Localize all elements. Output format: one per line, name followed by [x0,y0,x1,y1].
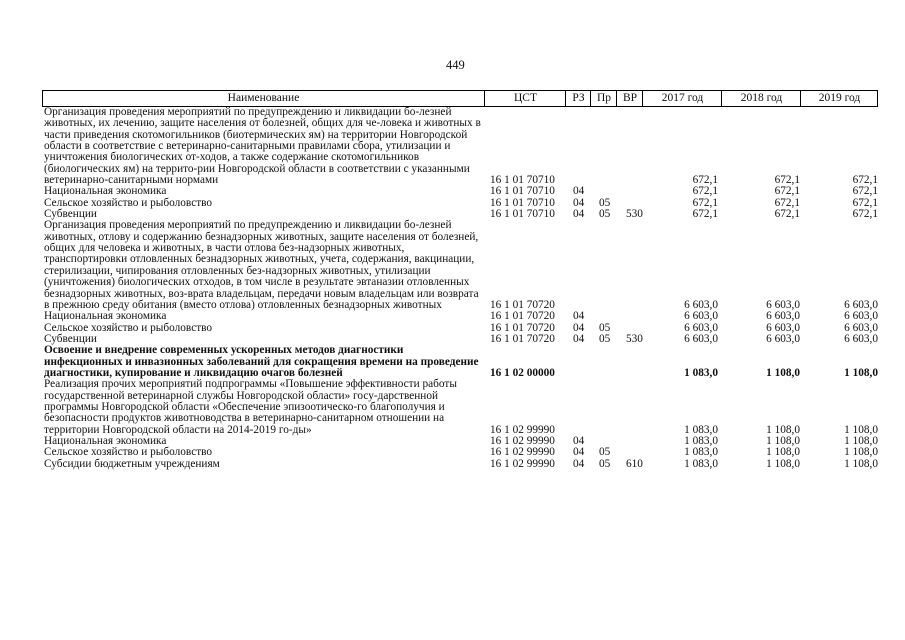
table-row [44,220,880,311]
header-rz: РЗ [565,91,591,106]
table-row [44,345,880,379]
row-2018: 6 603,0 [766,310,800,323]
row-cst: 16 1 02 99990 [490,457,555,470]
row-2017: 672,1 [692,185,718,198]
row-name: Сельское хозяйство и рыболовство [44,446,213,459]
row-name: Национальная экономика [44,434,167,447]
row-2019: 1 108,0 [844,423,878,436]
row-2019: 1 108,0 [844,366,878,379]
row-vr: 530 [626,332,643,345]
row-name: Субсидии бюджетным учреждениям [44,457,220,470]
row-2018: 1 108,0 [766,446,800,459]
row-2018: 672,1 [774,185,800,198]
table-row [44,379,880,436]
row-2019: 6 603,0 [844,332,878,345]
row-rz: 04 [573,434,585,447]
row-2017: 6 603,0 [684,310,718,323]
table-row [44,107,880,186]
row-2019: 6 603,0 [844,310,878,323]
row-2017: 672,1 [692,174,718,187]
row-2019: 672,1 [852,185,878,198]
row-rz: 04 [573,446,585,459]
table-row [44,323,880,334]
row-2019: 1 108,0 [844,457,878,470]
row-pr: 05 [599,196,611,209]
row-2018: 6 603,0 [766,332,800,345]
row-vr: 530 [626,208,643,221]
row-2018: 1 108,0 [766,423,800,436]
row-2018: 1 108,0 [766,366,800,379]
row-2019: 6 603,0 [844,321,878,334]
row-name: Сельское хозяйство и рыболовство [44,196,213,209]
table-row [44,447,880,458]
row-cst: 16 1 01 70710 [490,174,555,187]
row-rz: 04 [573,185,585,198]
table-body [44,107,880,470]
row-2018: 6 603,0 [766,321,800,334]
row-pr: 05 [599,321,611,334]
row-name: Реализация прочих мероприятий подпрограммы «Повышение эффективности работы государственной ветеринарной службы Новгородской области» госу-дарственной программы Новгородской области «Обеспечение эпизоотическо-го благополучия и безопасности продуктов животноводства в ветеринарно-санитарном отношении на территории Новгородской области на 2014-2019 го-ды» [44,378,457,436]
header-pr: Пр [590,91,617,106]
header-vr: ВР [616,91,643,106]
row-rz: 04 [573,332,585,345]
row-2017: 1 083,0 [684,434,718,447]
table-row [44,311,880,322]
header-2018: 2018 год [721,91,801,106]
row-rz: 04 [573,310,585,323]
row-pr: 05 [599,446,611,459]
table-row [44,198,880,209]
row-cst: 16 1 02 99990 [490,434,555,447]
row-2017: 672,1 [692,196,718,209]
row-cst: 16 1 01 70710 [490,196,555,209]
header-cst: ЦСТ [484,91,566,106]
row-vr: 610 [626,457,643,470]
row-2017: 1 083,0 [684,423,718,436]
row-name: Субвенции [44,332,97,345]
row-2018: 672,1 [774,174,800,187]
row-name: Национальная экономика [44,310,167,323]
row-name: Организация проведения мероприятий по предупреждению и ликвидации бо-лезней животных, отлову и содержанию безнадзорных животных, защите населения от болезней, общих для человека и животных, в части отлова без-надзорных животных, транспортировки отловленных безнадзорных животных, учета, содержания, вакцинации, стерилизации, чипирования отловленных без-надзорных животных, утилизации (уничтожения) биологических отходов, в том числе в результате эвтаназии отловленных безнадзорных животных, воз-врата владельцам, передачи новым владельцам или возврата в прежнюю среду обитания (вместо отлова) отловленных безнадзорных животных [44,219,479,311]
row-2018: 672,1 [774,196,800,209]
row-2019: 6 603,0 [844,298,878,311]
row-cst: 16 1 02 99990 [490,423,555,436]
row-2018: 1 108,0 [766,434,800,447]
header-2017: 2017 год [642,91,722,106]
row-2019: 672,1 [852,196,878,209]
row-name: Сельское хозяйство и рыболовство [44,321,213,334]
header-name: Наименование [227,92,300,104]
row-cst: 16 1 01 70720 [490,321,555,334]
row-2019: 672,1 [852,208,878,221]
row-cst: 16 1 01 70720 [490,310,555,323]
row-2017: 6 603,0 [684,332,718,345]
row-cst: 16 1 02 00000 [490,366,555,379]
row-cst: 16 1 02 99990 [490,446,555,459]
row-name: Национальная экономика [44,185,167,198]
row-name: Организация проведения мероприятий по предупреждению и ликвидации бо-лезней животных, их лечению, защите населения от болезней, общих для че-ловека и животных в части приведения скотомогильников (биотермических ям) на территории Новгородской области в соответствие с ветеринарно-санитарными правилами сбора, утилизации и уничтожения биологических от-ходов, а также содержание скотомогильников (биологических ям) на террито-рии Новгородской области в соответствии с указанными ветеринарно-санитарными нормами [44,106,481,187]
row-2017: 6 603,0 [684,298,718,311]
table-row [44,459,880,470]
row-name: Освоение и внедрение современных ускоренных методов диагностики инфекционных и инвазионных заболеваний для сокращения времени на проведение диагностики, купирование и ликвидацию очагов болезней [44,344,479,379]
row-cst: 16 1 01 70710 [490,208,555,221]
row-name: Субвенции [44,208,97,221]
row-2017: 672,1 [692,208,718,221]
row-cst: 16 1 01 70720 [490,298,555,311]
row-2017: 1 083,0 [684,446,718,459]
row-rz: 04 [573,196,585,209]
row-2017: 1 083,0 [684,457,718,470]
row-cst: 16 1 01 70710 [490,185,555,198]
row-pr: 05 [599,457,611,470]
row-2019: 1 108,0 [844,434,878,447]
row-cst: 16 1 01 70720 [490,332,555,345]
page-number: 449 [446,58,465,72]
table-header [42,90,878,107]
row-2017: 6 603,0 [684,321,718,334]
header-2019: 2019 год [800,91,878,106]
row-2019: 1 108,0 [844,446,878,459]
row-rz: 04 [573,321,585,334]
row-2018: 6 603,0 [766,298,800,311]
row-2017: 1 083,0 [684,366,718,379]
row-2018: 1 108,0 [766,457,800,470]
row-pr: 05 [599,208,611,221]
row-rz: 04 [573,208,585,221]
row-pr: 05 [599,332,611,345]
row-2019: 672,1 [852,174,878,187]
row-rz: 04 [573,457,585,470]
row-2018: 672,1 [774,208,800,221]
